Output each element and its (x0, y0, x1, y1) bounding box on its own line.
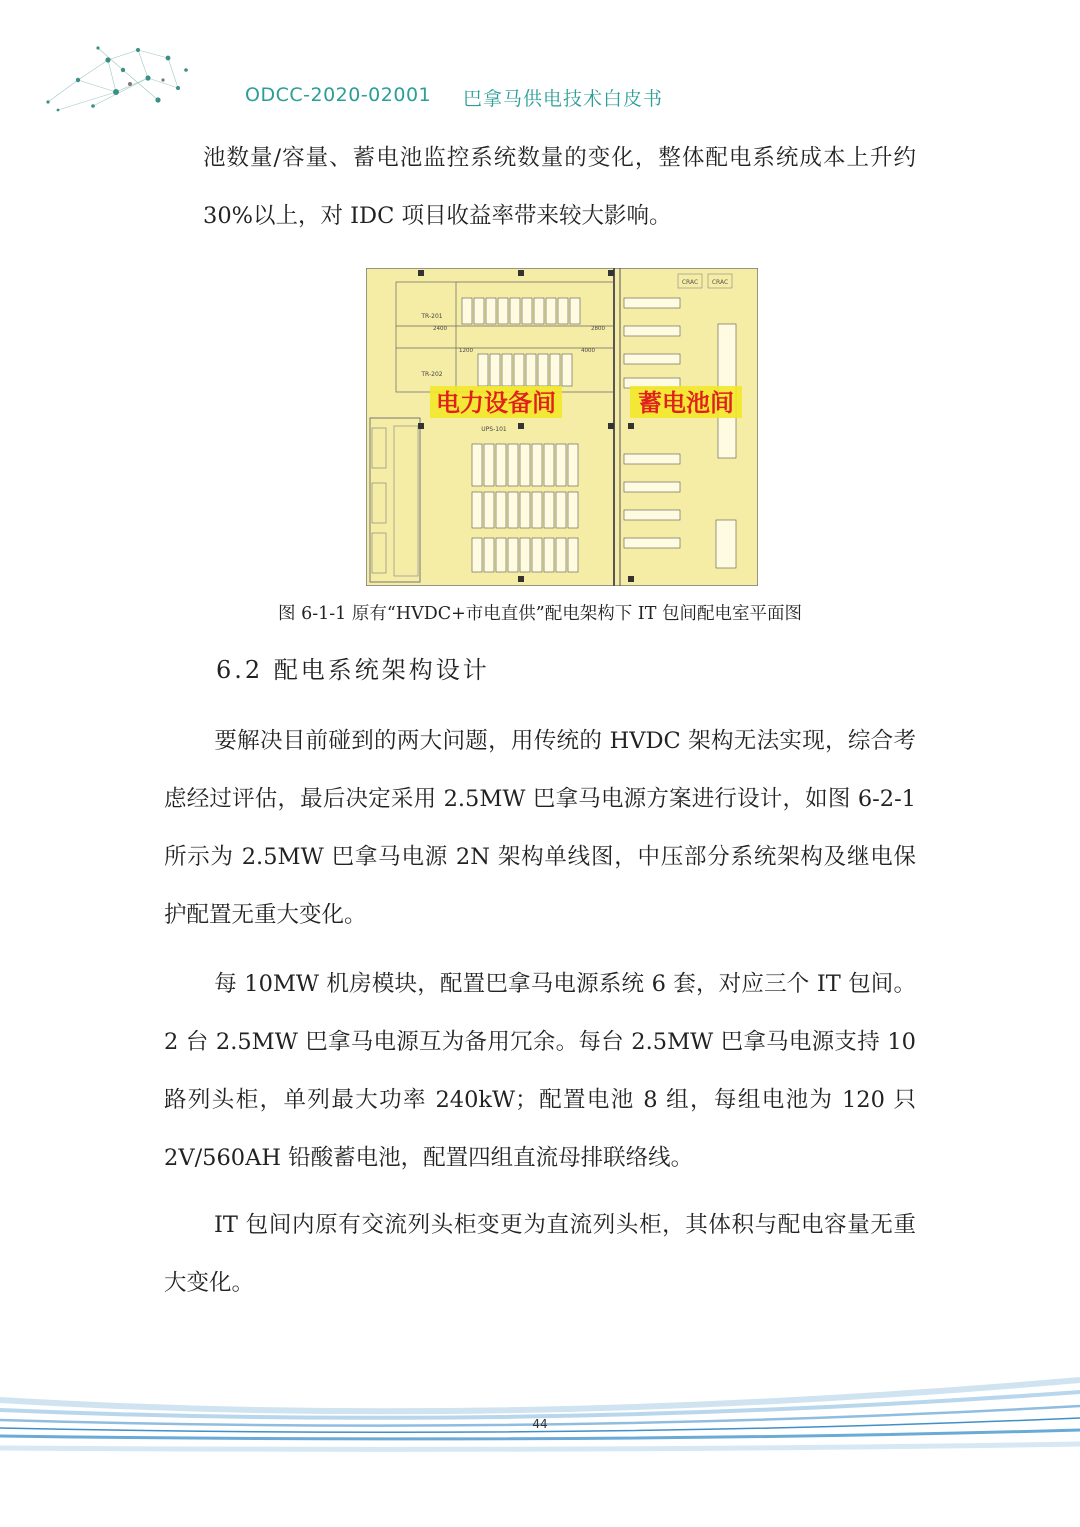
paragraph-architecture-text: 要解决目前碰到的两大问题，用传统的 HVDC 架构无法实现，综合考虑经过评估，最后决定采用 2.5MW 巴拿马电源方案进行设计，如图 6-2-1 所示为 2.5MW 巴拿马电源 2N 架构单线图，中压部分系统架构及继电保护配置无重大变化。 (164, 728, 916, 928)
page-number: 44 (532, 1417, 548, 1431)
document-title: 巴拿马供电技术白皮书 (463, 88, 664, 110)
ups-101-label: UPS-101 (481, 426, 507, 433)
power-room-label: 电力设备间 (436, 389, 556, 417)
dimension-2800-label: 2800 (591, 326, 605, 332)
transformer-201-label: TR-201 (421, 313, 443, 320)
transformer-202-label: TR-202 (421, 371, 443, 378)
paragraph-module-config (164, 955, 916, 1187)
paragraph-continued: 池数量/容量、蓄电池监控系统数量的变化，整体配电系统成本上升约 30%以上，对 IDC 项目收益率带来较大影响。 (203, 145, 916, 229)
battery-room-label: 蓄电池间 (638, 389, 734, 417)
floor-plan-figure (366, 268, 758, 586)
dimension-4000-label: 4000 (581, 348, 595, 354)
crac-unit-2-label: CRAC (711, 279, 729, 286)
paragraph-architecture (164, 712, 916, 944)
document-code: ODCC-2020-02001 (245, 84, 432, 106)
figure-caption: 图 6-1-1 原有“HVDC+市电直供”配电架构下 IT 包间配电室平面图 (278, 604, 802, 624)
dimension-2400-label: 2400 (433, 326, 447, 332)
paragraph-module-config-text: 每 10MW 机房模块，配置巴拿马电源系统 6 套，对应三个 IT 包间。2 台 2.5MW 巴拿马电源互为备用冗余。每台 2.5MW 巴拿马电源支持 10 路列头柜，单列最大功率 240kW；配置电池 8 组，每组电池为 120 只 2V/560AH 铅酸蓄电池，配置四组直流母排联络线。 (164, 971, 916, 1171)
section-heading: 6.2 配电系统架构设计 (216, 656, 490, 684)
dimension-1200-label: 1200 (459, 348, 473, 354)
paragraph-cabinet-change-text: IT 包间内原有交流列头柜变更为直流列头柜，其体积与配电容量无重大变化。 (164, 1212, 916, 1296)
paragraph-cabinet-change (164, 1196, 916, 1312)
crac-unit-1-label: CRAC (681, 279, 699, 286)
logo-network-icon (38, 40, 198, 120)
